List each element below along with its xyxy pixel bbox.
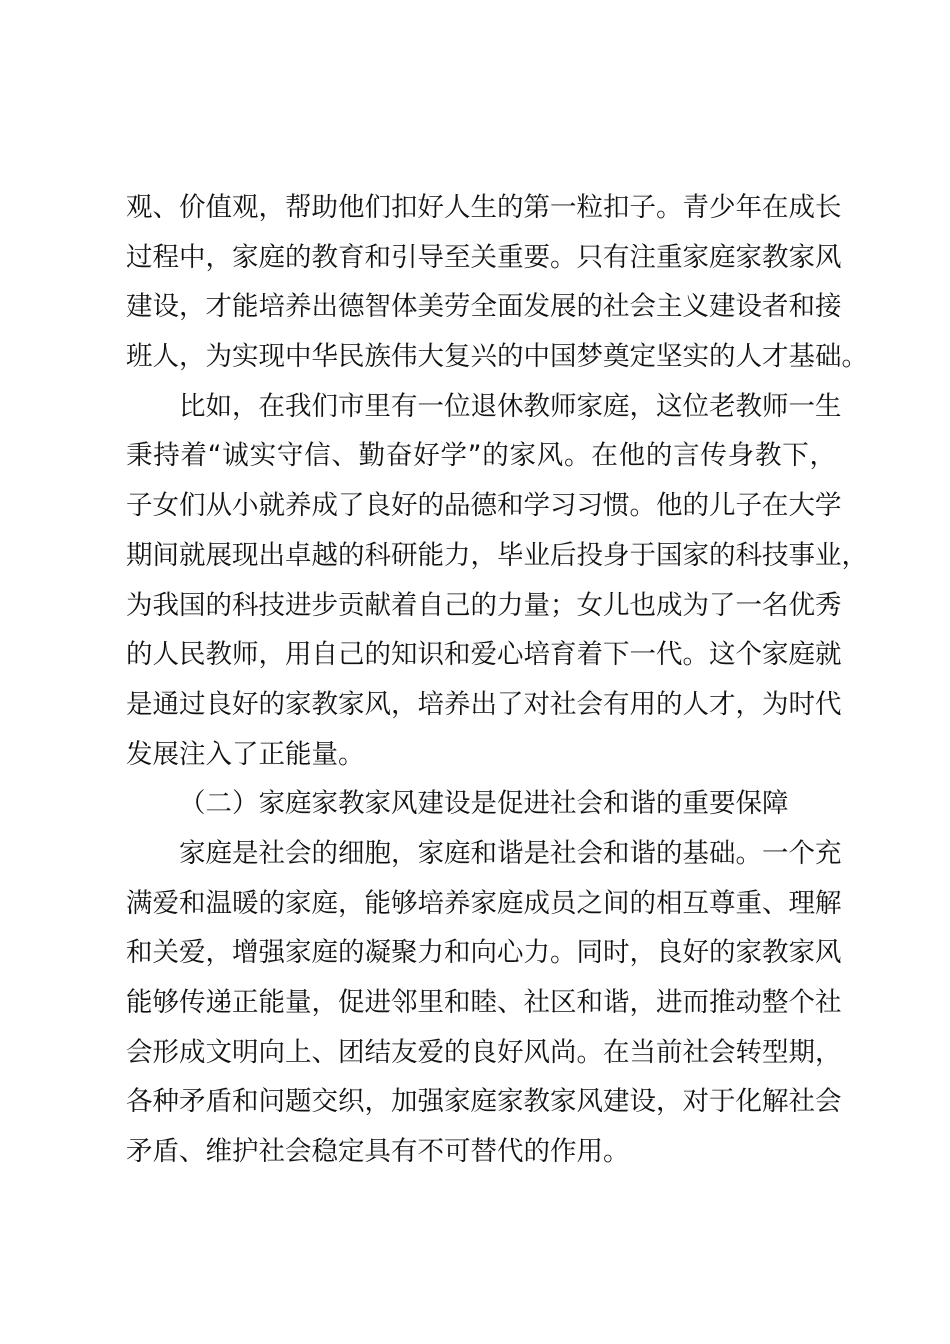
text-line: 家庭是社会的细胞，家庭和谐是社会和谐的基础。一个充 bbox=[179, 837, 842, 869]
body-text bbox=[126, 183, 868, 1177]
text-line: 满爱和温暖的家庭，能够培养家庭成员之间的相互尊重、理解 bbox=[126, 887, 842, 919]
text-line: 和关爱，增强家庭的凝聚力和向心力。同时，良好的家教家风 bbox=[126, 937, 842, 969]
text-line: 矛盾、维护社会稳定具有不可替代的作用。 bbox=[126, 1136, 630, 1168]
text-line: 是通过良好的家教家风，培养出了对社会有用的人才，为时代 bbox=[126, 688, 842, 720]
text-line: 各种矛盾和问题交织，加强家庭家教家风建设，对于化解社会 bbox=[126, 1086, 842, 1118]
text-line: 发展注入了正能量。 bbox=[126, 738, 365, 770]
text-line: 子女们从小就养成了良好的品德和学习习惯。他的儿子在大学 bbox=[126, 490, 842, 522]
text-line: 为我国的科技进步贡献着自己的力量；女儿也成为了一名优秀 bbox=[126, 589, 842, 621]
text-line: 观、价值观，帮助他们扣好人生的第一粒扣子。青少年在成长 bbox=[126, 192, 842, 223]
text-line: 期间就展现出卓越的科研能力，毕业后投身于国家的科技事业， bbox=[126, 539, 868, 571]
text-line: 的人民教师，用自己的知识和爱心培育着下一代。这个家庭就 bbox=[126, 639, 842, 671]
text-line: 能够传递正能量，促进邻里和睦、社区和谐，进而推动整个社 bbox=[126, 987, 842, 1018]
text-line: 会形成文明向上、团结友爱的良好风尚。在当前社会转型期， bbox=[126, 1036, 842, 1068]
text-line: 过程中，家庭的教育和引导至关重要。只有注重家庭家教家风 bbox=[126, 241, 842, 273]
text-line: 比如，在我们市里有一位退休教师家庭，这位老教师一生 bbox=[179, 390, 842, 422]
text-line: 班人，为实现中华民族伟大复兴的中国梦奠定坚实的人才基础。 bbox=[126, 341, 868, 373]
text-line: 建设，才能培养出德智体美劳全面发展的社会主义建设者和接 bbox=[126, 291, 842, 323]
section-heading: （二）家庭家教家风建设是促进社会和谐的重要保障 bbox=[179, 788, 789, 820]
text-line: 秉持着“诚实守信、勤奋好学”的家风。在他的言传身教下， bbox=[126, 440, 836, 472]
